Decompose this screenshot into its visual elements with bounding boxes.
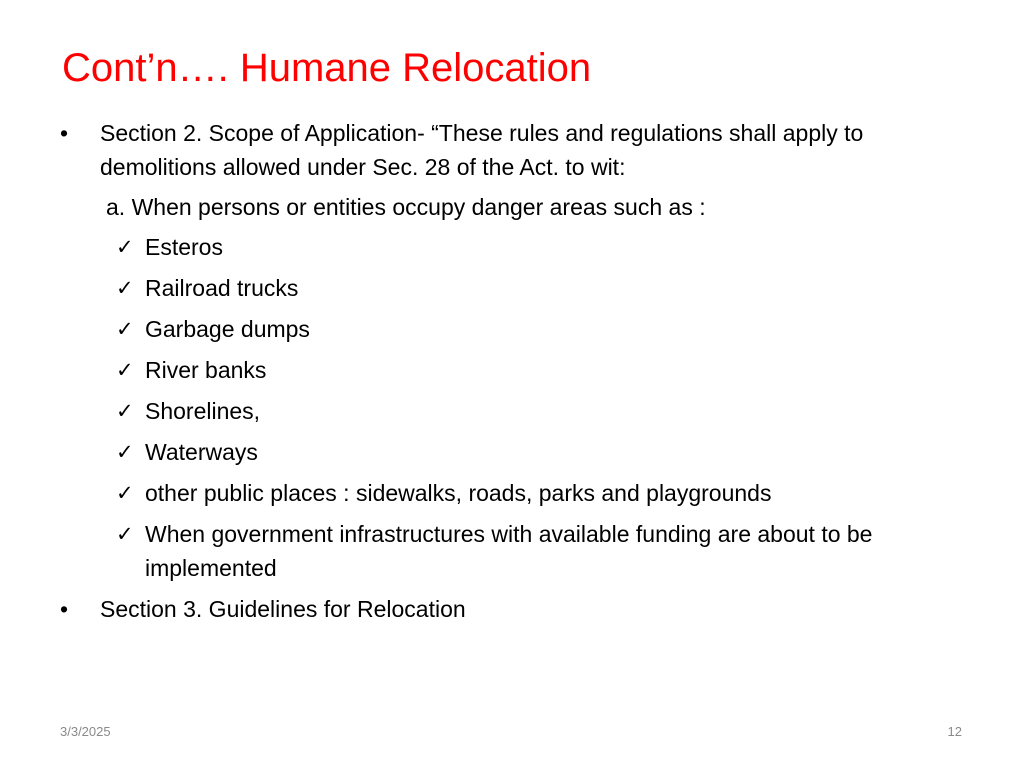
check-item-text: Shorelines,: [145, 398, 261, 424]
checkmark-icon: ✓: [116, 399, 134, 423]
check-item-text: Waterways: [145, 439, 258, 465]
sub-item-text: a. When persons or entities occupy danger areas such as :: [106, 194, 706, 220]
checkmark-icon: ✓: [116, 358, 134, 382]
check-item-text: Garbage dumps: [145, 316, 310, 342]
bullet-item-section-2: [60, 116, 980, 184]
check-item: [60, 271, 980, 305]
check-item-text: other public places : sidewalks, roads, parks and playgrounds: [145, 480, 772, 506]
checkmark-icon: ✓: [116, 481, 134, 505]
check-item: [60, 476, 980, 510]
check-item-text: Railroad trucks: [145, 275, 299, 301]
checkmark-icon: ✓: [116, 276, 134, 300]
check-item: [60, 517, 980, 585]
check-item: [60, 312, 980, 346]
bullet-text: Section 3. Guidelines for Relocation: [100, 596, 466, 622]
bullet-text: Section 2. Scope of Application- “These rules and regulations shall apply to demolitions allowed under Sec. 28 of the Act. to wit:: [100, 120, 864, 180]
checkmark-icon: ✓: [116, 522, 134, 546]
check-item: [60, 435, 980, 469]
slide-content: [60, 116, 980, 626]
bullet-icon: •: [60, 120, 69, 146]
checkmark-icon: ✓: [116, 440, 134, 464]
check-item: [60, 394, 980, 428]
checkmark-icon: ✓: [116, 235, 134, 259]
footer-date: 3/3/2025: [60, 724, 111, 739]
check-list: [60, 230, 980, 585]
check-item: [60, 230, 980, 264]
checkmark-icon: ✓: [116, 317, 134, 341]
check-item: [60, 353, 980, 387]
slide-number: 12: [947, 724, 962, 739]
bullet-item-section-3: [60, 592, 980, 626]
check-item-text: When government infrastructures with available funding are about to be implemented: [145, 521, 873, 581]
slide-title: Cont’n…. Humane Relocation: [62, 46, 592, 90]
bullet-icon: •: [60, 596, 69, 622]
check-item-text: River banks: [145, 357, 267, 383]
check-item-text: Esteros: [145, 234, 223, 260]
